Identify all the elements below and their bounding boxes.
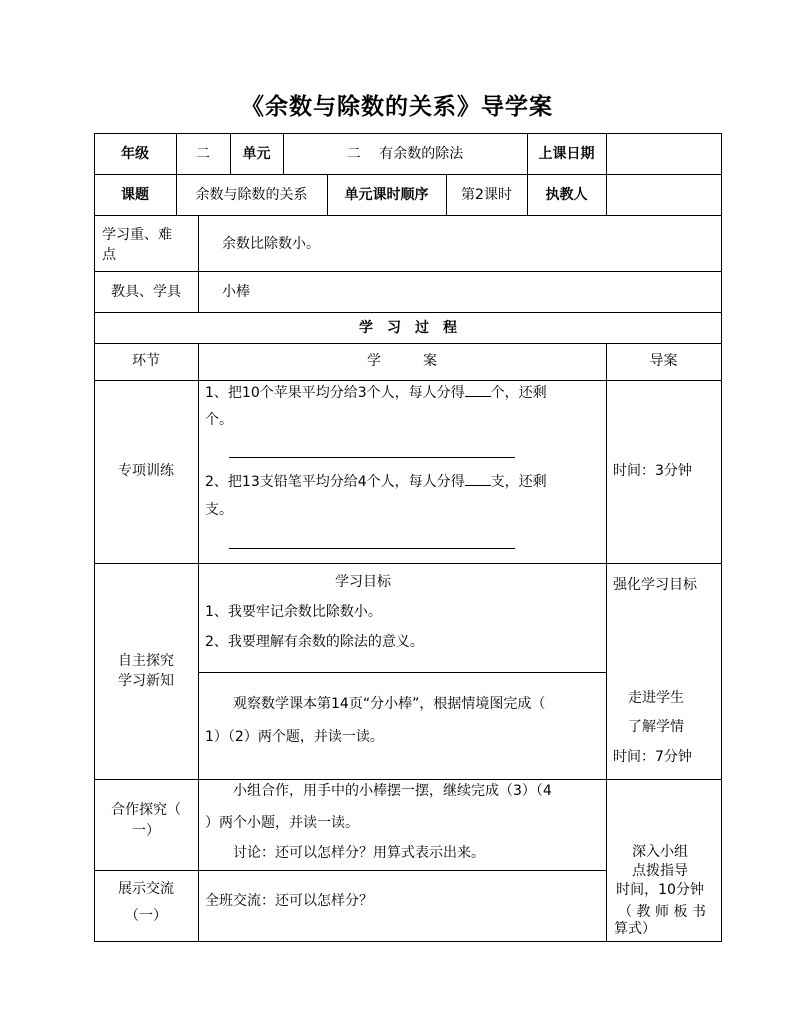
- answer-blank[interactable]: [465, 382, 491, 397]
- header-guide: 导案: [649, 353, 678, 369]
- training-q2: [205, 471, 547, 492]
- training-guide: 时间：3分钟: [613, 463, 692, 479]
- teacher-label: 执教人: [545, 187, 588, 203]
- coop-line1: 小组合作，用手中的小棒摆一摆，继续完成（3）（4: [233, 783, 552, 799]
- training-q2-part2: 支，还剩: [490, 474, 547, 490]
- section-title: 学 习 过 程: [359, 320, 457, 336]
- focus-label-line2: 点: [102, 247, 116, 263]
- guide-bottom-line2: 点拨指导: [632, 863, 688, 879]
- answer-blank[interactable]: [465, 471, 491, 486]
- answer-line-1[interactable]: [229, 457, 515, 458]
- header-stage: 环节: [132, 353, 160, 369]
- training-q1-end: 个。: [205, 412, 233, 428]
- coop-line2: ）两个小题，并读一读。: [205, 815, 359, 831]
- explore-stage-line2: 学习新知: [118, 673, 174, 689]
- focus-value: 余数比除数小。: [222, 236, 320, 252]
- header-study: 学 案: [367, 353, 437, 369]
- order-label: 单元课时顺序: [344, 187, 429, 203]
- show-content: 全班交流：还可以怎样分？: [205, 893, 373, 909]
- tools-label: 教具、学具: [111, 284, 181, 300]
- show-stage-line2: （一）: [125, 908, 167, 924]
- goal-1: 1、我要牢记余数比除数小。: [205, 604, 382, 620]
- explore-stage-line1: 自主探究: [118, 653, 174, 669]
- guide-bottom-line5: 算式）: [614, 921, 656, 937]
- guide-bottom-line3: 时间，10分钟: [616, 882, 704, 898]
- order-value: 第2课时: [461, 187, 512, 203]
- guide-line2: 了解学情: [628, 719, 684, 735]
- unit-value: 二 有余数的除法: [346, 146, 464, 162]
- guide-line1: 走进学生: [628, 690, 684, 706]
- topic-value: 余数与除数的关系: [195, 187, 308, 203]
- page-title: 《余数与除数的关系》导学案: [241, 94, 553, 120]
- show-stage-line1: 展示交流: [118, 881, 174, 897]
- task-line2: 1）（2）两个题，并读一读。: [205, 729, 384, 745]
- grade-label: 年级: [121, 146, 149, 162]
- grade-value: 二: [196, 146, 210, 162]
- guide-bottom-line1: 深入小组: [632, 844, 688, 860]
- tools-value: 小棒: [222, 284, 250, 300]
- goal-title: 学习目标: [335, 574, 391, 590]
- training-q1-part1: 1、把10个苹果平均分给3个人，每人分得: [205, 385, 465, 401]
- guide-goal: 强化学习目标: [613, 577, 697, 593]
- coop-line3: 讨论：还可以怎样分？用算式表示出来。: [233, 845, 485, 861]
- training-q1-part2: 个，还剩: [490, 385, 547, 401]
- training-stage: 专项训练: [118, 463, 174, 479]
- topic-label: 课题: [121, 187, 149, 203]
- coop-stage-line2: 一）: [132, 823, 160, 839]
- unit-label: 单元: [242, 146, 271, 162]
- goal-2: 2、我要理解有余数的除法的意义。: [205, 634, 424, 650]
- task-line1: 观察数学课本第14页“分小棒”，根据情境图完成（: [233, 696, 546, 712]
- guide-time: 时间：7分钟: [613, 749, 692, 765]
- guide-bottom-line4: （ 教 师 板 书: [618, 904, 706, 920]
- date-label: 上课日期: [538, 146, 595, 162]
- coop-stage-line1: 合作探究（: [111, 802, 181, 818]
- training-q1: [205, 382, 547, 403]
- training-q2-part1: 2、把13支铅笔平均分给4个人，每人分得: [205, 474, 465, 490]
- focus-label-line1: 学习重、难: [102, 227, 172, 243]
- answer-line-2[interactable]: [229, 548, 515, 549]
- training-q2-end: 支。: [205, 502, 233, 518]
